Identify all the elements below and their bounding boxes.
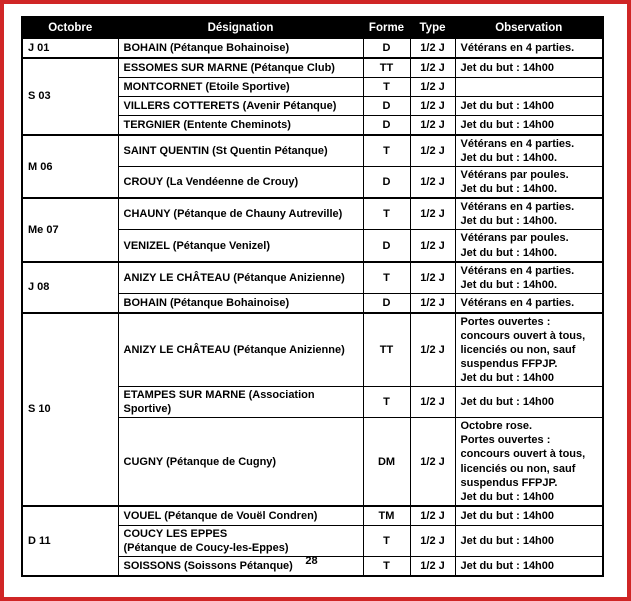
forme-cell: T (363, 387, 410, 418)
forme-cell: D (363, 293, 410, 313)
forme-cell: D (363, 167, 410, 199)
designation-cell (118, 313, 363, 387)
designation-cell-line: MONTCORNET (Etoile Sportive) (123, 80, 290, 93)
table-row (22, 135, 603, 167)
designation-cell (118, 293, 363, 313)
column-header-0: Octobre (22, 17, 118, 38)
observation-cell-line: Vétérans en 4 parties. (460, 41, 575, 54)
table-row (22, 262, 603, 294)
type-cell: 1/2 J (410, 230, 455, 262)
table-row (22, 38, 603, 58)
date-cell: D 11 (22, 506, 118, 576)
forme-cell: T (363, 525, 410, 556)
type-cell: 1/2 J (410, 78, 455, 97)
observation-cell (455, 230, 603, 262)
date-cell: Me 07 (22, 198, 118, 261)
observation-cell-line: Vétérans par poules. (460, 232, 569, 245)
observation-cell-line: Jet du but : 14h00 (460, 559, 555, 572)
observation-cell-line: Jet du but : 14h00 (460, 490, 555, 503)
designation-cell (118, 38, 363, 58)
observation-cell (455, 58, 603, 78)
forme-cell: T (363, 78, 410, 97)
observation-cell-line: Jet du but : 14h00. (460, 183, 558, 196)
observation-cell (455, 97, 603, 116)
designation-cell-line: CROUY (La Vendéenne de Crouy) (123, 176, 299, 189)
type-cell: 1/2 J (410, 506, 455, 526)
designation-cell-line: ANIZY LE CHÂTEAU (Pétanque Anizienne) (123, 343, 345, 356)
observation-cell-line: Vétérans par poules. (460, 169, 569, 182)
schedule-table-wrap (21, 16, 604, 577)
designation-cell-line: SOISSONS (Soissons Pétanque) (123, 559, 293, 572)
observation-cell (455, 525, 603, 556)
date-cell: J 08 (22, 262, 118, 313)
designation-cell-line: CHAUNY (Pétanque de Chauny Autreville) (123, 208, 343, 221)
observation-cell-line: Jet du but : 14h00 (460, 396, 555, 409)
forme-cell: D (363, 97, 410, 116)
observation-cell-line: Portes ouvertes : concours ouvert à tous, licenciés ou non, sauf suspendus FFPJP. (460, 434, 586, 489)
designation-cell-line: BOHAIN (Pétanque Bohainoise) (123, 296, 290, 309)
observation-cell (455, 313, 603, 387)
designation-cell-line: ETAMPES SUR MARNE (Association Sportive) (123, 389, 315, 416)
designation-cell-line: (Pétanque de Coucy-les-Eppes) (123, 541, 289, 554)
table-row (22, 198, 603, 230)
designation-cell (118, 97, 363, 116)
forme-cell: TM (363, 506, 410, 526)
date-cell: M 06 (22, 135, 118, 198)
observation-cell (455, 135, 603, 167)
forme-cell: T (363, 198, 410, 230)
designation-cell (118, 78, 363, 97)
type-cell: 1/2 J (410, 525, 455, 556)
designation-cell-line: VILLERS COTTERETS (Avenir Pétanque) (123, 99, 337, 112)
observation-cell (455, 167, 603, 199)
type-cell: 1/2 J (410, 97, 455, 116)
observation-cell-line: Vétérans en 4 parties. (460, 201, 575, 214)
designation-cell-line: VENIZEL (Pétanque Venizel) (123, 239, 270, 252)
observation-cell-line: Jet du but : 14h00. (460, 246, 558, 259)
observation-cell-line: Jet du but : 14h00. (460, 152, 558, 165)
designation-cell (118, 506, 363, 526)
type-cell: 1/2 J (410, 313, 455, 387)
observation-cell-line: Portes ouvertes : concours ouvert à tous, licenciés ou non, sauf suspendus FFPJP. (460, 315, 586, 371)
designation-cell (118, 262, 363, 294)
forme-cell: TT (363, 58, 410, 78)
designation-cell-line: CUGNY (Pétanque de Cugny) (123, 455, 277, 468)
type-cell: 1/2 J (410, 38, 455, 58)
type-cell: 1/2 J (410, 167, 455, 199)
type-cell: 1/2 J (410, 262, 455, 294)
table-row (22, 58, 603, 78)
forme-cell: T (363, 135, 410, 167)
designation-cell-line: BOHAIN (Pétanque Bohainoise) (123, 41, 290, 54)
column-header-2: Forme (363, 17, 410, 38)
observation-cell-line: Jet du but : 14h00 (460, 509, 555, 522)
date-cell: J 01 (22, 38, 118, 58)
type-cell: 1/2 J (410, 556, 455, 576)
observation-cell (455, 506, 603, 526)
observation-cell (455, 116, 603, 136)
observation-cell-line: Jet du but : 14h00 (460, 99, 555, 112)
forme-cell: DM (363, 418, 410, 506)
date-cell: S 10 (22, 313, 118, 506)
date-cell: S 03 (22, 58, 118, 135)
table-row (22, 313, 603, 387)
type-cell: 1/2 J (410, 135, 455, 167)
page-number: 28 (305, 555, 318, 567)
column-header-1: Désignation (118, 17, 363, 38)
designation-cell (118, 387, 363, 418)
designation-cell (118, 58, 363, 78)
forme-cell: D (363, 38, 410, 58)
observation-cell-line: Jet du but : 14h00. (460, 215, 558, 228)
designation-cell (118, 198, 363, 230)
schedule-table (21, 16, 604, 577)
forme-cell: T (363, 556, 410, 576)
observation-cell-line: Octobre rose. (460, 420, 533, 433)
observation-cell (455, 198, 603, 230)
designation-cell (118, 418, 363, 506)
observation-cell-line: Jet du but : 14h00 (460, 61, 555, 74)
designation-cell-line: VOUEL (Pétanque de Vouël Condren) (123, 509, 318, 522)
forme-cell: D (363, 230, 410, 262)
column-header-3: Type (410, 17, 455, 38)
observation-cell-line: Vétérans en 4 parties. (460, 264, 575, 277)
designation-cell (118, 525, 363, 556)
designation-cell (118, 135, 363, 167)
observation-cell-line: Vétérans en 4 parties. (460, 296, 575, 309)
observation-cell (455, 387, 603, 418)
header-row (22, 17, 603, 38)
observation-cell-line: Jet du but : 14h00 (460, 534, 555, 547)
designation-cell-line: COUCY LES EPPES (123, 527, 228, 540)
type-cell: 1/2 J (410, 418, 455, 506)
designation-cell (118, 230, 363, 262)
type-cell: 1/2 J (410, 58, 455, 78)
column-header-4: Observation (455, 17, 603, 38)
type-cell: 1/2 J (410, 387, 455, 418)
designation-cell (118, 116, 363, 136)
table-header (22, 17, 603, 38)
designation-cell-line: ESSOMES SUR MARNE (Pétanque Club) (123, 61, 335, 74)
observation-cell-line: Jet du but : 14h00 (460, 372, 555, 385)
designation-cell (118, 167, 363, 199)
observation-cell (455, 78, 603, 97)
forme-cell: D (363, 116, 410, 136)
designation-cell-line: SAINT QUENTIN (St Quentin Pétanque) (123, 145, 328, 158)
table-row (22, 506, 603, 526)
observation-cell (455, 38, 603, 58)
designation-cell-line: TERGNIER (Entente Cheminots) (123, 118, 291, 131)
observation-cell (455, 418, 603, 506)
observation-cell (455, 293, 603, 313)
type-cell: 1/2 J (410, 116, 455, 136)
designation-cell-line: ANIZY LE CHÂTEAU (Pétanque Anizienne) (123, 271, 345, 284)
table-body (22, 38, 603, 576)
type-cell: 1/2 J (410, 293, 455, 313)
forme-cell: TT (363, 313, 410, 387)
forme-cell: T (363, 262, 410, 294)
observation-cell-line: Vétérans en 4 parties. (460, 138, 575, 150)
observation-cell-line: Jet du but : 14h00. (460, 278, 558, 291)
observation-cell-line: Jet du but : 14h00 (460, 118, 555, 131)
type-cell: 1/2 J (410, 198, 455, 230)
observation-cell (455, 262, 603, 294)
